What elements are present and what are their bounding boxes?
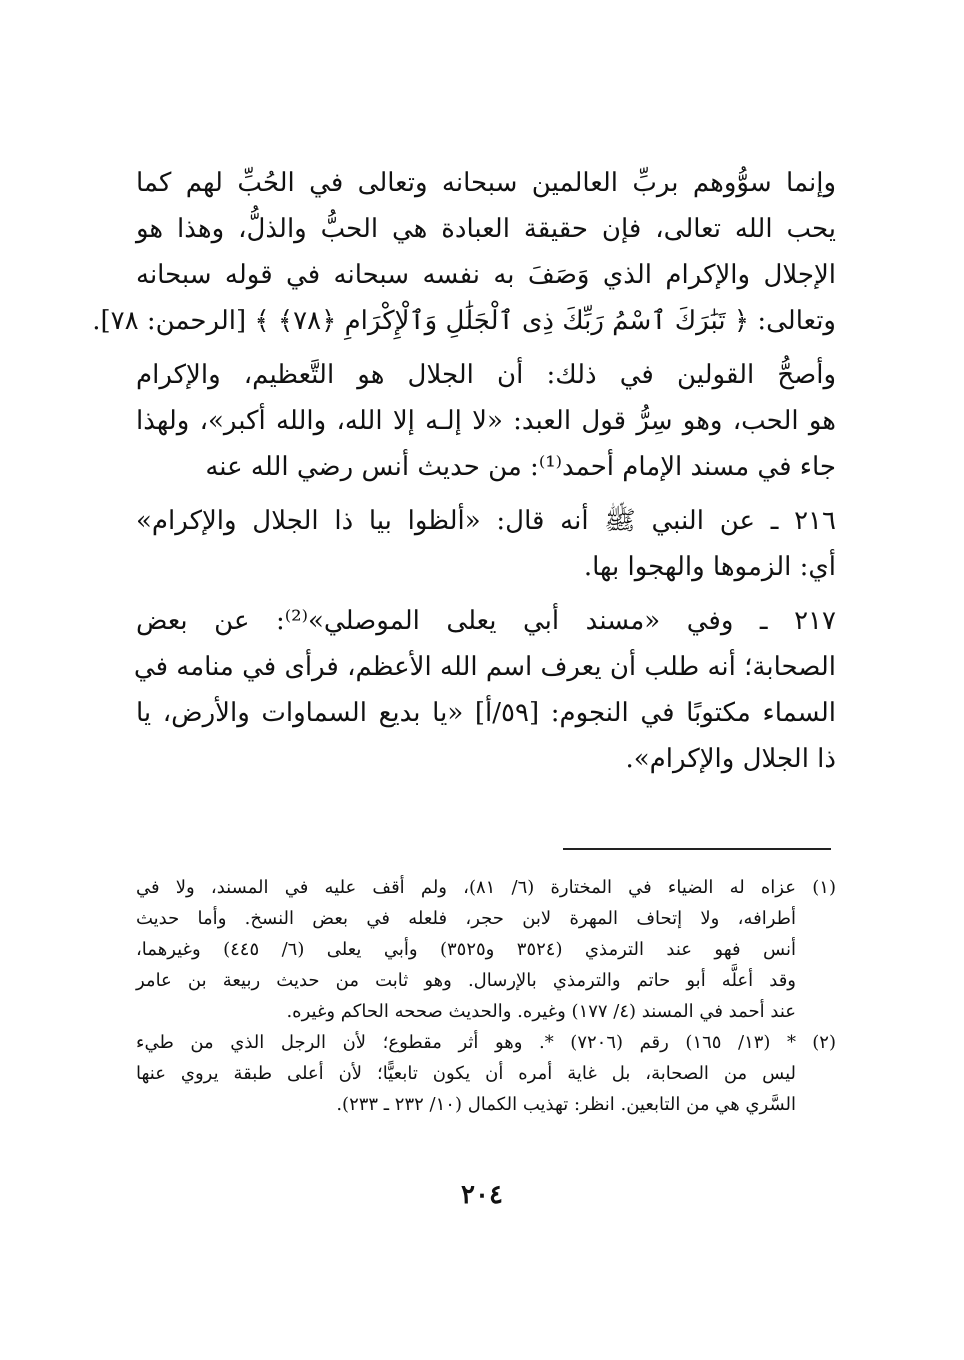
- footnote-2: [136, 1027, 836, 1120]
- paragraph-217: [133, 598, 837, 782]
- page-number: ٢٠٤: [461, 1180, 503, 1210]
- footnote-line: عند أحمد في المسند (٤/ ١٧٧) وغيره. والحديث صححه الحاكم وغيره.: [286, 1001, 796, 1022]
- footnote-line: [136, 872, 836, 903]
- text-line: ٢١٦ ـ عن النبي ﷺ أنه قال: «ألظوا بيا ذا الجلال والإكرام»: [136, 506, 836, 536]
- footnote-line: أنس فهو عند الترمذي (٣٥٢٤ و٣٥٢٥) وأبي يعلى (٦/ ٤٤٥) وغيرهما،: [136, 939, 797, 960]
- text-line: أي: الزموها والهجوا بها.: [583, 552, 836, 582]
- footnote-1: [136, 872, 836, 1027]
- footnote-line: ليس من الصحابة، بل غاية أمره أن يكون تابعيًّا؛ لأن أعلى طبقة يروي عنها: [136, 1063, 796, 1084]
- text-line: وتعالى: ﴿ تَبَٰرَكَ ٱسْمُ رَبِّكَ ذِى ٱلْجَلَٰلِ وَٱلْإِكْرَامِ ﴿٧٨﴾ ﴾ [الرحمن: ٧٨].: [92, 306, 836, 336]
- footnote-text: * (١٣/ ١٦٥) رقم (٧٢٠٦) *. وهو أثر مقطوع؛ لأن الرجل الذي من طيء: [136, 1032, 797, 1053]
- footnote-separator: [563, 848, 831, 850]
- footnote-line: وقد أعلَّه أبو حاتم والترمذي بالإرسال. وهو ثابت من حديث ربيعة بن عامر: [136, 970, 796, 991]
- text-line: وإنما سوُّوهم بربِّ العالمين سبحانه وتعالى في الحُبِّ لهم كما: [136, 168, 836, 198]
- text-line: هو الحب، وهو سِرُّ قول العبد: «لا إلـه إلا الله، والله أكبر»، ولهذا: [136, 406, 836, 436]
- paragraph-1: [92, 160, 836, 344]
- footnote-number: (٢): [812, 1032, 836, 1053]
- text-line: وأصحُّ القولين في ذلك: أن الجلال هو التَّعظيم، والإكرام: [136, 360, 836, 390]
- text-line: الإجلال والإكرام الذي وَصَفَ به نفسه سبحانه في قوله سبحانه: [136, 260, 836, 290]
- text-line: السماء مكتوبًا في النجوم: [٥٩/أ] «يا بديع السماوات والأرض، يا: [136, 698, 837, 728]
- text-line: ذا الجلال والإكرام».: [625, 744, 836, 774]
- footnote-line: السَّري هي من التابعين. انظر: تهذيب الكمال (١٠/ ٢٣٢ ـ ٢٣٣).: [336, 1094, 796, 1115]
- text-line: جاء في مسند الإمام أحمد⁽¹⁾: من حديث أنس رضي الله عنه: [205, 452, 836, 482]
- footnote-text: عزاه له الضياء في المختارة (٦/ ٨١)، ولم أقف عليه في المسند، ولا في: [136, 877, 796, 898]
- main-text: [92, 160, 837, 782]
- footnote-line: أطرافه، ولا إتحاف المهرة لابن حجر، فلعله في بعض النسخ. وأما حديث: [136, 908, 796, 929]
- footnote-line: [136, 1027, 836, 1058]
- text-line: ٢١٧ ـ وفي «مسند أبي يعلى الموصلي»⁽²⁾: عن بعض: [136, 606, 836, 636]
- footnotes: [136, 872, 836, 1120]
- paragraph-2: [136, 352, 836, 490]
- text-line: الصحابة؛ أنه طلب أن يعرف اسم الله الأعظم، فرأى في منامه في: [133, 652, 836, 682]
- text-line: يحب الله تعالى، فإن حقيقة العبادة هي الحبُّ والذلُّ، وهذا هو: [136, 214, 836, 244]
- footnote-number: (١): [812, 877, 836, 898]
- paragraph-216: [136, 498, 836, 590]
